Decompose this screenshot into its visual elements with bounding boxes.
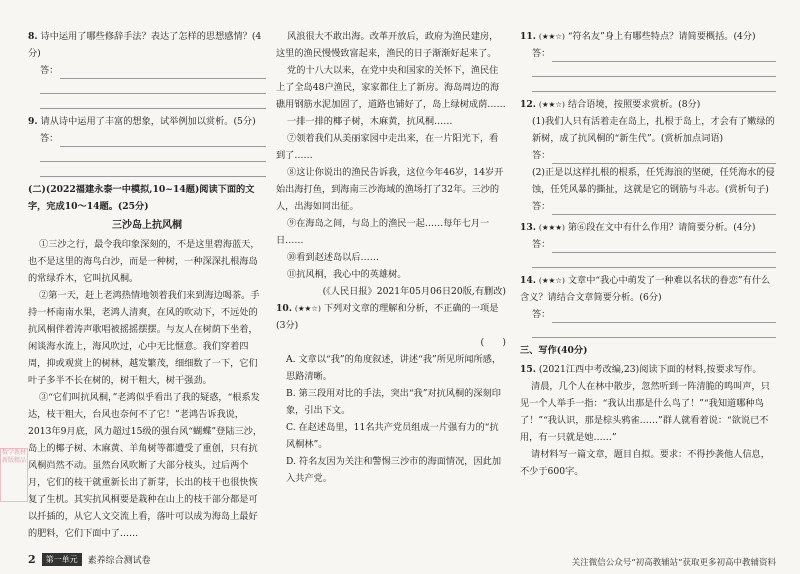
test-title: 素养综合测试卷 xyxy=(87,556,151,566)
question-number: 10. xyxy=(276,303,292,314)
answer-area[interactable]: 答： xyxy=(520,45,776,62)
answer-area[interactable]: 答： xyxy=(28,62,266,79)
question-text: 诗中运用了哪些修辞手法？表达了怎样的思想感情？(4分) xyxy=(28,31,262,59)
watermark-stamp: 数学教材新版精品 xyxy=(0,448,28,502)
paragraph: ⑧这让你说出的渔民告诉我，这位今年46岁，14岁开始出海打鱼，到海南三沙海域的渔场打了32年。三沙的人，出海如同出征。 xyxy=(276,167,504,212)
question-12 xyxy=(520,96,776,215)
difficulty-stars: (★★☆) xyxy=(294,304,321,313)
answer-line[interactable] xyxy=(40,94,266,109)
paragraph: ③“它们叫抗风桐，”老鸿似乎看出了我的疑惑，“根系发达，枝干粗大，台风也奈何不了它！”老鸿告诉我说，2013年9月底，风力超过15级的强台风“蝴蝶”登陆三沙，岛上的椰子树、木麻黄、羊角树等都遭受了重创，只有抗风桐岿然不动。虽然台风吹断了大部分枝头，过后两个月，它们的枝干就重新长出了新芽，长出的枝干也很快恢复了生机。其实抗风桐要是栽种在山上的枝干部分都是可以扦插的，从它人文交流上看，落叶可以成为海岛上最好的肥料，它们下面中了…… xyxy=(28,392,263,539)
option-a[interactable]: A. 文章以“我”的角度叙述，讲述“我”所见所闻所感，思路清晰。 xyxy=(286,354,502,382)
section-writing: 三、写作(40分) xyxy=(520,345,588,356)
section-intro: (二)(2022福建永泰一中模拟,10~14题)阅读下面的文字，完成10～14题。(25分) xyxy=(28,184,255,212)
question-text: 第⑥段在文中有什么作用？请简要分析。(4分) xyxy=(567,222,756,233)
paragraph: 一排一排的椰子树，木麻黄，抗风桐…… xyxy=(287,116,453,127)
question-number: 15. xyxy=(520,364,536,375)
question-14 xyxy=(520,272,776,338)
question-number: 12. xyxy=(520,99,536,110)
article-title: 三沙岛上抗风桐 xyxy=(112,220,182,231)
question-text: 请从诗中运用了丰富的想象，试举例加以赏析。(5分) xyxy=(40,116,256,127)
source-citation: (《人民日报》2021年05月06日20版,有删改) xyxy=(322,286,506,297)
question-number: 8. xyxy=(28,31,38,42)
paragraph: ⑨在海岛之间，与岛上的渔民一起……每年七月一日…… xyxy=(276,218,490,246)
unit-label: 第一单元 xyxy=(42,553,82,566)
answer-area[interactable]: 答： xyxy=(520,198,776,215)
question-13 xyxy=(520,219,776,268)
answer-area[interactable]: 答： xyxy=(520,306,776,323)
column-left xyxy=(28,28,266,542)
writing-material: 清晨，几个人在林中散步，忽然听到一阵清脆的鸣叫声，只见一个人举手一指：“我认出那是什么鸟了！”“我知道哪种鸟了！”“我认识，那是棕头鸦雀……”群人就看着说：“欲说已不用，有一只就是她……” xyxy=(520,381,770,443)
answer-line[interactable] xyxy=(532,253,776,268)
difficulty-stars: (★★★) xyxy=(538,223,565,232)
page-footer xyxy=(28,553,151,566)
answer-area[interactable]: 答： xyxy=(520,236,776,253)
answer-line[interactable] xyxy=(532,62,776,77)
question-10 xyxy=(276,300,506,487)
answer-area[interactable]: 答： xyxy=(28,130,266,147)
answer-paren[interactable]: ( ) xyxy=(480,337,506,348)
paragraph: ①三沙之行，最令我印象深刻的，不是这里碧海蓝天，也不是这里的海鸟白沙，而是一种树，一种深深扎根海岛的常绿乔木，它叫抗风桐。 xyxy=(28,239,260,284)
question-15 xyxy=(520,361,776,480)
paragraph: 风浪很大不敢出海。改革开放后，政府为渔民建房，这里的渔民慢慢致富起来，渔民的日子渐渐好起来了。 xyxy=(276,31,499,59)
option-b[interactable]: B. 第三段用对比的手法，突出“我”对抗风桐的深刻印象，引出下文。 xyxy=(286,388,501,416)
difficulty-stars: (★★☆) xyxy=(538,100,565,109)
option-d[interactable]: D. 符名友因为关注和警惕三沙市的海面情况，因此加入共产党。 xyxy=(286,456,502,484)
question-text: 结合语境，按照要求赏析。(8分) xyxy=(567,99,701,110)
question-number: 13. xyxy=(520,222,536,233)
question-number: 11. xyxy=(520,31,536,42)
question-11 xyxy=(520,28,776,92)
option-c[interactable]: C. 在赵述岛里，11名共产党员组成一片强有力的“抗风桐林”。 xyxy=(286,422,499,450)
page-number: 2 xyxy=(28,553,36,566)
paragraph: ⑩看到赵述岛以后…… xyxy=(287,252,379,263)
difficulty-stars: (★★☆) xyxy=(538,32,565,41)
answer-line[interactable] xyxy=(40,162,266,177)
question-9 xyxy=(28,113,266,177)
paragraph: ⑪抗风桐，我心中的英雄树。 xyxy=(287,269,407,280)
paragraph: ⑦领着我们从美丽家园中走出来，在一片阳光下，看到了…… xyxy=(276,133,499,161)
difficulty-stars: (★★☆) xyxy=(538,276,565,285)
footer-note: 关注微信公众号“初高教辅站”获取更多初高中教辅资料 xyxy=(571,558,776,568)
question-number: 14. xyxy=(520,275,536,286)
answer-line[interactable] xyxy=(40,147,266,162)
answer-area[interactable]: 答： xyxy=(520,147,776,164)
column-right xyxy=(520,28,776,482)
writing-requirement: 请材料写一篇文章，题目自拟。要求：不得抄袭他人信息，不少于600字。 xyxy=(520,449,770,477)
paragraph: ②第一天，赶上老鸿热情地领着我们来到海边喝茶。手持一杯南南水果，老鸿人清爽，在风的吹动下，不远处的抗风桐伴着涛声歌唱被摇摇摆摆。与友人在树荫下坐着，闲谈海水流上，海风吹过，心中无比惬意。我们穿着四周，抑或观赏上的树林，越发繁茂，细细数了一下，它们叶子多半不长在树的，树干粗大，树干强劲。 xyxy=(28,290,260,386)
question-text: 文章中“我心中萌发了一种难以名状的眷恋”有什么含义？请结合文章简要分析。(6分) xyxy=(520,275,771,303)
sub-question-2: (2)正是以这样扎根的根系，任凭海浪的坚硬，任凭海水的侵蚀，任凭风暴的撕扯，这就是它的钢筋与斗志。(赏析句子) xyxy=(532,167,775,195)
question-8 xyxy=(28,28,266,109)
answer-line[interactable] xyxy=(532,77,776,92)
answer-line[interactable] xyxy=(532,323,776,338)
question-text: (2021江西中考改编,23)阅读下面的材料,按要求写作。 xyxy=(538,364,762,375)
answer-line[interactable] xyxy=(40,79,266,94)
sub-question-1: (1)我们人只有活着走在岛上，扎根于岛上，才会有了嫩绿的新树，成了抗风桐的“新生代”。(赏析加点词语) xyxy=(532,116,775,144)
question-number: 9. xyxy=(28,116,38,127)
column-middle xyxy=(276,28,506,489)
paragraph: 党的十八大以来，在党中央和国家的关怀下，渔民住上了全岛48户渔民，家家都住上了新房。海岛周边的海礁用钢筋水泥加固了，道路也铺好了，岛上绿树成荫…… xyxy=(276,65,506,110)
question-text: 下列对文章的理解和分析，不正确的一项是(3分) xyxy=(276,303,499,331)
question-text: “符名友”身上有哪些特点？请简要概括。(4分) xyxy=(567,31,756,42)
